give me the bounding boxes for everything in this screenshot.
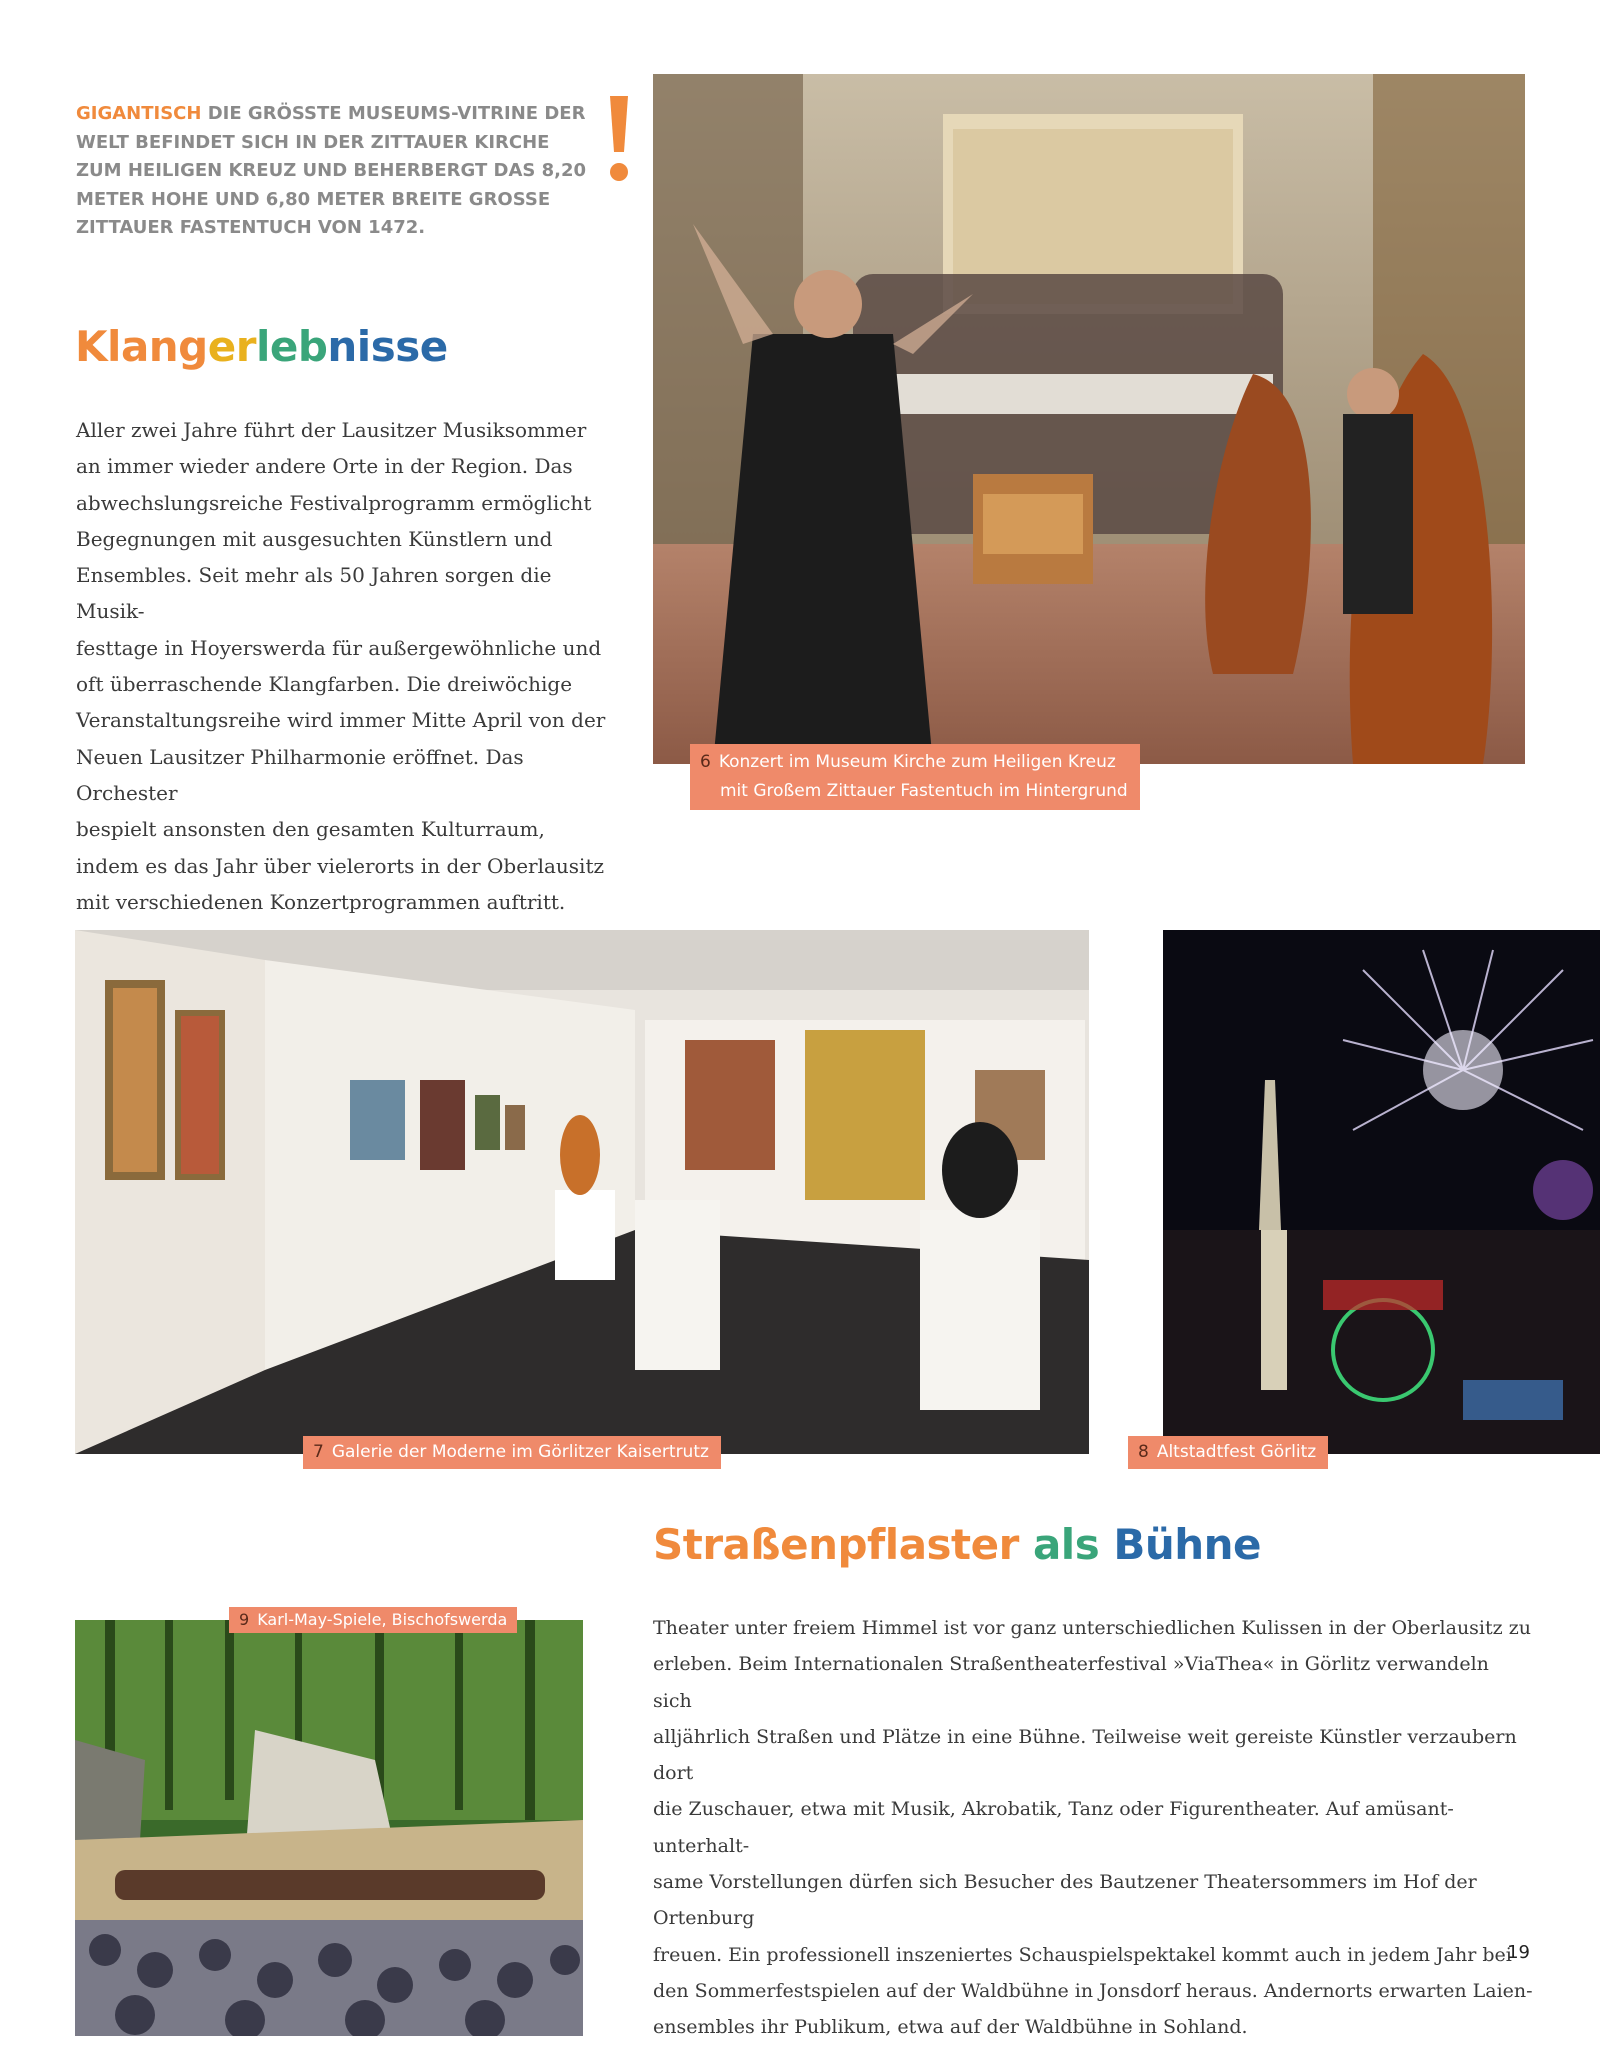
text-line: Begegnungen mit ausgesuchten Künstlern und	[76, 526, 553, 551]
concert-church-photo	[653, 74, 1525, 764]
fact-text: DIE GRÖSSTE MUSEUMS-VITRINE DER WELT BEFINDET SICH IN DER ZITTAUER KIRCHE ZUM HEILIGEN KREUZ UND BEHERBERGT DAS 8,20 METER HOHE UND 6,80 METER BREITE GROSSE ZITTAUER FASTENTUCH VON 1472.	[76, 103, 587, 238]
caption-number: 7	[313, 1442, 324, 1462]
text-line: Aller zwei Jahre führt der Lausitzer Musiksommer	[76, 418, 587, 442]
strassenpflaster-text	[653, 1610, 1533, 2046]
title-part: leb	[255, 322, 328, 371]
exclamation-icon	[604, 92, 634, 188]
text-line: oft überraschende Klangfarben. Die dreiwöchige	[76, 672, 573, 697]
title-part: Klang	[75, 322, 208, 371]
title-part: als	[1018, 1520, 1114, 1569]
text-line: festtage in Hoyerswerda für außergewöhnliche und	[76, 635, 602, 660]
klangerlebnisse-text	[76, 412, 606, 920]
text-line: indem es das Jahr über vielerorts in der Oberlausitz	[76, 853, 605, 878]
caption-7	[303, 1436, 721, 1469]
caption-8	[1128, 1436, 1328, 1469]
text-line: erleben. Beim Internationalen Straßentheaterfestival »ViaThea« in Görlitz verwandeln sich	[653, 1653, 1489, 1712]
title-part: Straßenpflaster	[653, 1520, 1019, 1569]
fact-highlight: GIGANTISCH	[76, 103, 202, 124]
caption-text: Altstadtfest Görlitz	[1156, 1442, 1317, 1462]
caption-text: mit Großem Zittauer Fastentuch im Hintergrund	[720, 781, 1128, 801]
gallery-photo	[75, 930, 1089, 1454]
caption-6	[690, 744, 1140, 810]
caption-number: 8	[1138, 1442, 1149, 1462]
text-line: Theater unter freiem Himmel ist vor ganz unterschiedlichen Kulissen in der Oberlausitz zu	[653, 1617, 1531, 1639]
caption-text: Karl-May-Spiele, Bischofswerda	[257, 1610, 508, 1629]
text-line: abwechslungsreiche Festivalprogramm ermöglicht	[76, 490, 592, 515]
title-part: nisse	[327, 322, 448, 371]
text-line: an immer wieder andere Orte in der Region. Das	[76, 454, 573, 479]
fireworks-photo	[1163, 930, 1600, 1454]
text-line: same Vorstellungen dürfen sich Besucher des Bautzener Theatersommers im Hof der Ortenburg	[653, 1871, 1477, 1930]
text-line: Ensembles. Seit mehr als 50 Jahren sorgen die Musik-	[76, 563, 552, 624]
section-title-strassenpflaster	[653, 1520, 1261, 1569]
caption-text: Galerie der Moderne im Görlitzer Kaisertrutz	[331, 1442, 709, 1462]
text-line: Veranstaltungsreihe wird immer Mitte April von der	[76, 708, 606, 733]
karl-may-spiele-photo	[75, 1620, 583, 2036]
text-line: freuen. Ein professionell inszeniertes Schauspielspektakel kommt auch in jedem Jahr bei	[653, 1943, 1512, 1966]
text-line: Neuen Lausitzer Philharmonie eröffnet. Das Orchester	[76, 744, 524, 805]
text-line: den Sommerfestspielen auf der Waldbühne in Jonsdorf heraus. Andernorts erwarten Laien-	[653, 1979, 1533, 2002]
page-number: 19	[1507, 1942, 1530, 1963]
caption-text: Konzert im Museum Kirche zum Heiligen Kreuz	[718, 752, 1116, 772]
title-part: Bühne	[1113, 1520, 1262, 1569]
caption-9	[229, 1607, 517, 1633]
title-part: er	[207, 322, 256, 371]
fact-box	[76, 100, 596, 243]
text-line: mit verschiedenen Konzertprogrammen auftritt.	[76, 889, 566, 914]
text-line: die Zuschauer, etwa mit Musik, Akrobatik, Tanz oder Figurentheater. Auf amüsant-unterhalt-	[653, 1798, 1454, 1857]
text-line: bespielt ansonsten den gesamten Kulturraum,	[76, 817, 545, 842]
section-title-klangerlebnisse	[75, 322, 448, 371]
caption-number: 9	[239, 1610, 250, 1629]
text-line: ensembles ihr Publikum, etwa auf der Waldbühne in Sohland.	[653, 2016, 1248, 2039]
text-line: alljährlich Straßen und Plätze in eine Bühne. Teilweise weit gereiste Künstler verzaubern dort	[653, 1725, 1517, 1785]
caption-number: 6	[700, 752, 711, 772]
